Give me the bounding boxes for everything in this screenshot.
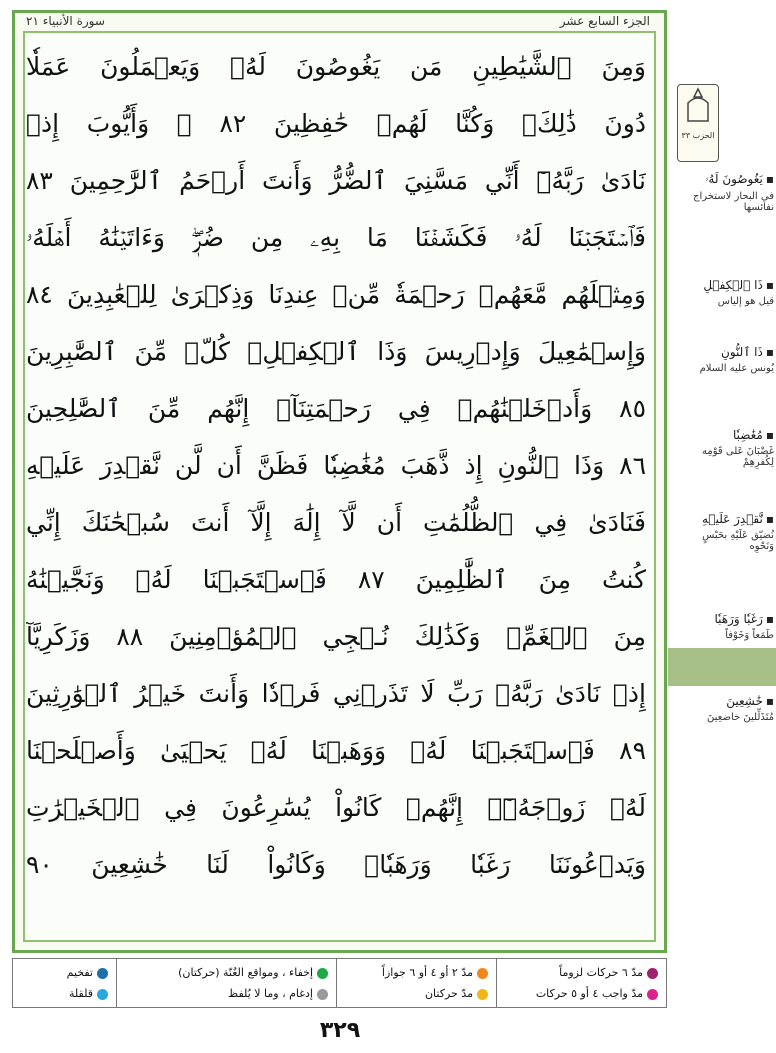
- color-dot-icon: [97, 968, 108, 979]
- gloss-word: ▪ يَغُوصُونَ لَهُۥ: [680, 172, 774, 187]
- text-line: ٨٥ وَأَدۡخَلۡنَٰهُمۡ فِي رَحۡمَتِنَآۖ إِنَّهُم مِّنَ ٱلصَّٰلِحِينَ: [26, 394, 646, 423]
- legend-item: قلقلة: [21, 983, 108, 1004]
- gloss-highlight: [668, 648, 776, 686]
- legend-item: تفخيم: [21, 962, 108, 983]
- gloss-entry: [680, 428, 774, 468]
- gloss-word: ▪ مُغَٰضِبٗا: [680, 428, 774, 442]
- hizb-label: الحزب ٣٣: [681, 131, 715, 140]
- gloss-entry: [680, 512, 774, 552]
- text-line: لَهُۥ زَوۡجَهُۥٓۚ إِنَّهُمۡ كَانُواْ يُسَٰرِعُونَ فِي ٱلۡخَيۡرَٰتِ: [26, 793, 646, 822]
- legend-column: [13, 959, 116, 1007]
- text-line: إِذۡ نَادَىٰ رَبَّهُۥ رَبِّ لَا تَذَرۡنِي فَرۡدٗا وَأَنتَ خَيۡرُ ٱلۡوَٰرِثِينَ: [26, 679, 646, 708]
- text-line: وَمِنَ ٱلشَّيَٰطِينِ مَن يَغُوصُونَ لَهُۥ وَيَعۡمَلُونَ عَمَلٗا: [26, 52, 646, 81]
- gloss-meaning: نُضيّق عَلَيْهِ بحَبْسٍ وَنَحْوِه: [702, 530, 774, 552]
- gloss-meaning: قيل هو إلياس: [717, 296, 774, 307]
- color-dot-icon: [647, 968, 658, 979]
- gloss-word: ▪ نَّقۡدِرَ عَلَيۡهِ: [680, 512, 774, 526]
- gloss-entry: [680, 612, 774, 641]
- tajweed-legend: [12, 958, 667, 1008]
- gloss-meaning: في البحار لاستخراج نفائسها: [693, 191, 774, 213]
- legend-item: إدغام ، وما لا يُلفظ: [125, 983, 328, 1004]
- gloss-entry: [680, 694, 774, 723]
- text-line: مِنَ ٱلۡغَمِّۚ وَكَذَٰلِكَ نُـۨجِي ٱلۡمُؤۡمِنِينَ ٨٨ وَزَكَرِيَّآ: [26, 622, 646, 651]
- surah-title: سورة الأنبياء ٢١: [26, 14, 105, 28]
- text-line: دُونَ ذَٰلِكَۖ وَكُنَّا لَهُمۡ حَٰفِظِينَ ٨٢ ۞ وَأَيُّوبَ إِذۡ: [26, 109, 646, 138]
- page-number: ٣٢٩: [319, 1018, 361, 1043]
- mosque-icon: [678, 85, 718, 125]
- color-dot-icon: [647, 989, 658, 1000]
- text-line: فَنَادَىٰ فِي ٱلظُّلُمَٰتِ أَن لَّآ إِلَٰهَ إِلَّآ أَنتَ سُبۡحَٰنَكَ إِنِّي: [26, 508, 646, 537]
- gloss-word: ▪ رَغَبٗا وَرَهَبٗا: [680, 612, 774, 626]
- gloss-meaning: مُتَذَلِّلينَ خاضعِينَ: [707, 712, 774, 723]
- page-header: [18, 14, 658, 36]
- text-line: كُنتُ مِنَ ٱلظَّٰلِمِينَ ٨٧ فَٱسۡتَجَبۡنَا لَهُۥ وَنَجَّيۡنَٰهُ: [26, 565, 646, 594]
- legend-item: مدّ ٢ أو ٤ أو ٦ جوازاً: [345, 962, 488, 983]
- legend-item: مدّ حركتان: [345, 983, 488, 1004]
- legend-item: إخفاء ، ومواقع الغُنّة (حركتان): [125, 962, 328, 983]
- text-line: وَيَدۡعُونَنَا رَغَبٗا وَرَهَبٗاۖ وَكَانُواْ لَنَا خَٰشِعِينَ ٩٠: [26, 850, 646, 879]
- gloss-entry: [680, 345, 774, 374]
- juz-title: الجزء السابع عشر: [559, 14, 650, 28]
- text-line: وَمِثۡلَهُم مَّعَهُمۡ رَحۡمَةٗ مِّنۡ عِندِنَا وَذِكۡرَىٰ لِلۡعَٰبِدِينَ ٨٤: [26, 280, 646, 309]
- legend-item: مدّ واجب ٤ أو ٥ حركات: [505, 983, 658, 1004]
- text-line: فَٱسۡتَجَبۡنَا لَهُۥ فَكَشَفۡنَا مَا بِهِۦ مِن ضُرّٖۖ وَءَاتَيۡنَٰهُ أَهۡلَهُۥ: [26, 223, 646, 252]
- gloss-word: ▪ ذَا ٱلنُّونِ: [680, 345, 774, 359]
- quran-text: [26, 38, 646, 893]
- legend-column: [496, 959, 666, 1007]
- gloss-entry: [680, 278, 774, 307]
- text-line: وَإِسۡمَٰعِيلَ وَإِدۡرِيسَ وَذَا ٱلۡكِفۡلِۖ كُلّٞ مِّنَ ٱلصَّٰبِرِينَ: [26, 337, 646, 366]
- legend-column: [336, 959, 496, 1007]
- gloss-entry: [680, 172, 774, 213]
- legend-column: [116, 959, 336, 1007]
- gloss-meaning: غَضْبَانَ عَلى قَوْمِه لِكُفرِهِمْ: [702, 446, 774, 468]
- hizb-badge: [677, 84, 719, 162]
- text-line: ٨٦ وَذَا ٱلنُّونِ إِذ ذَّهَبَ مُغَٰضِبٗا فَظَنَّ أَن لَّن نَّقۡدِرَ عَلَيۡهِ: [26, 451, 646, 480]
- legend-item: مدّ ٦ حركات لزوماً: [505, 962, 658, 983]
- color-dot-icon: [317, 989, 328, 1000]
- color-dot-icon: [317, 968, 328, 979]
- color-dot-icon: [97, 989, 108, 1000]
- color-dot-icon: [477, 968, 488, 979]
- gloss-word: ▪ خَٰشِعِينَ: [680, 694, 774, 708]
- gloss-word: ▪ ذَا ٱلۡكِفۡلِ: [680, 278, 774, 292]
- gloss-meaning: طَمَعاً وَخَوْفاً: [725, 630, 774, 641]
- gloss-meaning: يُونس عليه السلام: [699, 363, 774, 374]
- color-dot-icon: [477, 989, 488, 1000]
- text-line: ٨٩ فَٱسۡتَجَبۡنَا لَهُۥ وَوَهَبۡنَا لَهُۥ يَحۡيَىٰ وَأَصۡلَحۡنَا: [26, 736, 646, 765]
- text-line: نَادَىٰ رَبَّهُۥٓ أَنِّي مَسَّنِيَ ٱلضُّرُّ وَأَنتَ أَرۡحَمُ ٱلرَّٰحِمِينَ ٨٣: [26, 166, 646, 195]
